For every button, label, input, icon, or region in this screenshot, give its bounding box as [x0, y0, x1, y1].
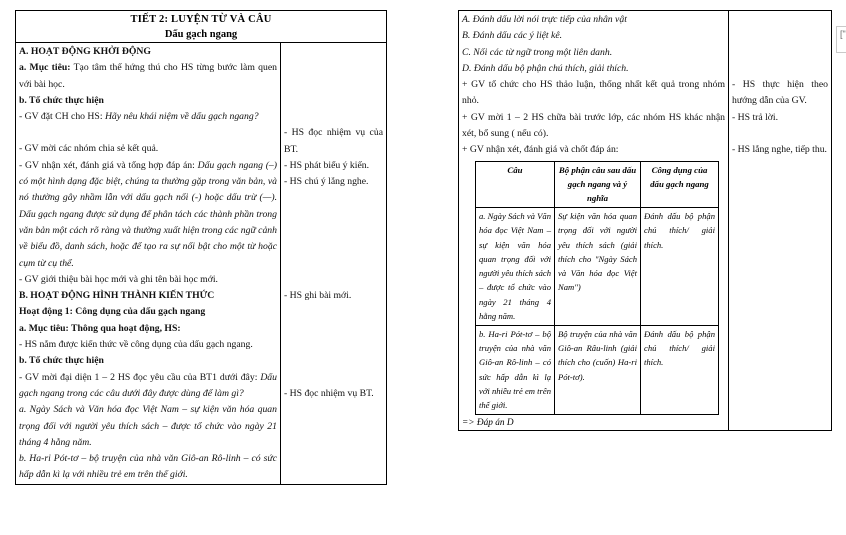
student-note-listen-absorb: - HS lắng nghe, tiếp thu. [732, 144, 827, 156]
alignment-spacer [284, 207, 383, 223]
alignment-spacer [284, 370, 383, 386]
activity-organization-a: b. Tổ chức thực hiện [19, 94, 104, 106]
activity-share-results-line: - GV mời các nhóm chia sẻ kết quả. [19, 143, 159, 155]
activity-introduce-lesson-line: - GV giới thiệu bài học mới và ghi tên bài học mới. [19, 273, 218, 285]
answer-option-d: D. Đánh dấu bộ phận chú thích, giải thích. [462, 62, 629, 74]
alignment-spacer [732, 61, 828, 77]
student-note-read-bt: - HS đọc nhiệm vụ BT. [284, 388, 374, 400]
answer-key-header-cell [555, 161, 641, 208]
alignment-spacer [284, 77, 383, 93]
alignment-spacer [284, 256, 383, 272]
activity-question-line [19, 109, 277, 125]
answer-key-value: Đánh dấu bộ phận chú thích/ giải thích. [644, 328, 715, 368]
answer-key-row [476, 208, 719, 326]
answer-key-value: Đánh dấu bộ phận chú thích/ giải thích. [644, 211, 715, 250]
activity-exercise-prompt [19, 370, 277, 403]
table-row [16, 11, 387, 43]
table-row [459, 11, 832, 431]
inline-plain-text: - GV mời đại diện 1 – 2 HS đọc yêu cầu của BT1 dưới đây: [19, 371, 258, 383]
answer-key-header-row [476, 161, 719, 208]
answer-key-cell-part [555, 325, 641, 414]
student-note-listen: - HS chú ý lắng nghe. [284, 176, 369, 188]
answer-option-b: B. Đánh dấu các ý liệt kê. [462, 30, 563, 42]
table-row [16, 43, 387, 485]
answer-key-cell-sentence [476, 208, 555, 326]
answer-option-c: C. Nối các từ ngữ trong một liên danh. [462, 46, 613, 58]
alignment-spacer [284, 321, 383, 337]
alignment-spacer [284, 305, 383, 321]
answer-key-value: Bộ truyện của nhà văn Giô-an Râu-linh (giải thích cho (cuốn) Ha-ri Pót-tơ). [558, 328, 637, 382]
activity-summary-answer-line [19, 158, 277, 272]
paragraph-gap [19, 125, 277, 141]
answer-key-header-sentence: Câu [507, 164, 523, 175]
answer-key-table [475, 161, 719, 415]
alignment-spacer [284, 93, 383, 109]
teacher-activity-cell [16, 43, 281, 485]
alignment-spacer [732, 28, 828, 44]
alignment-spacer [732, 126, 828, 142]
answer-key-cell-usage [641, 208, 719, 326]
student-note-speak-opinion: - HS phát biểu ý kiến. [284, 160, 370, 172]
answer-key-header-cell [641, 161, 719, 208]
answer-key-value: b. Ha-ri Pót-tơ – bộ truyện của nhà văn Giô-an Rô-linh – có sức hấp dẫn kì lạ với nhiều trẻ em trên thế giới. [479, 328, 551, 410]
answer-key-value: a. Ngày Sách và Văn hóa đọc Việt Nam – sự kiện văn hóa quan trọng đối với người yêu thích sách – được tổ chức vào ngày 21 tháng 4 hằng năm. [479, 211, 551, 321]
activity-example-a: a. Ngày Sách và Văn hóa đọc Việt Nam – sự kiện văn hóa quan trọng đối với người yêu thích sách – được tổ chức vào ngày 21 tháng 4 hằng năm. [19, 404, 277, 448]
document-page-right [423, 0, 846, 535]
alignment-spacer [732, 12, 828, 28]
alignment-spacer [284, 44, 383, 60]
inline-italic-text: Dấu gạch ngang trong các câu dưới đây được dùng để làm gì? [19, 371, 277, 399]
answer-key-header-usage: Công dụng của dấu gạch ngang [650, 164, 709, 189]
student-note-write-lesson: - HS ghi bài mới. [284, 290, 352, 302]
lesson-title-line2: Dấu gạch ngang [164, 29, 238, 40]
alignment-spacer [284, 109, 383, 125]
activity-heading-a: A. HOẠT ĐỘNG KHỞI ĐỘNG [19, 46, 151, 57]
final-answer-line: => Đáp án D [462, 418, 514, 429]
answer-key-row [476, 325, 719, 414]
lesson-title-cell [16, 11, 387, 43]
student-note-read-task: - HS đọc nhiệm vụ của BT. [284, 127, 383, 155]
inline-italic-text: Dấu gạch ngang (–) có một hình dạng đặc biệt, chúng ta thường gặp trong văn bản, và nó thường gây nhầm lẫn với dấu gạch nối (-) hoặc dấu trừ (—). Dấu gạch ngang được sử dụng để phân tách các thành phần trong văn bản một cách rõ ràng và thường xuất hiện trong các ngữ cảnh về biểu đồ, danh sách, hoặc để tạo ra sự nổi bật cho một từ hoặc cụm từ cụ thể. [19, 159, 278, 269]
inline-italic-text: Hãy nêu khái niệm về dấu gạch ngang? [102, 111, 259, 123]
inline-plain-text: Tạo tâm thế hứng thú cho HS từng bước làm quen với bài học. [19, 62, 277, 90]
inline-plain-text: - GV nhận xét, đánh giá và tổng hợp đáp án: [19, 159, 195, 171]
activity-knowledge-line: - HS nắm được kiến thức về công dụng của dấu gạch ngang. [19, 339, 253, 351]
activity-group-discussion-line: + GV tổ chức cho HS thảo luận, thống nhất kết quả trong nhóm nhỏ. [462, 79, 725, 107]
alignment-spacer [284, 60, 383, 76]
alignment-spacer [732, 45, 828, 61]
answer-option-a: A. Đánh dấu lời nói trực tiếp của nhân vật [462, 14, 627, 25]
activity-objective-b: a. Mục tiêu: Thông qua hoạt động, HS: [19, 322, 181, 334]
lesson-title-line1: TIẾT 2: LUYỆN TỪ VÀ CÂU [130, 14, 272, 25]
student-activity-cell-right [729, 11, 832, 431]
answer-key-header-cell [476, 161, 555, 208]
activity-subheading-1: Hoạt động 1: Công dụng của dấu gạch ngang [19, 306, 206, 318]
answer-key-cell-sentence [476, 325, 555, 414]
answer-key-value: Sự kiện văn hóa quan trọng đối với người yêu thích sách (giải thích cho "Ngày Sách và Văn hóa đọc Việt Nam") [558, 211, 637, 293]
answer-key-cell-part [555, 208, 641, 326]
alignment-spacer [284, 337, 383, 353]
alignment-spacer [284, 191, 383, 207]
answer-key-cell-usage [641, 325, 719, 414]
alignment-spacer [284, 272, 383, 288]
student-note-follow-guidance: - HS thực hiện theo hướng dẫn của GV. [732, 79, 828, 107]
activity-example-b: b. Ha-ri Pót-tơ – bộ truyện của nhà văn Giô-an Rô-linh – có sức hấp dẫn kì lạ với nhiều trẻ em trên thế giới. [19, 453, 277, 481]
student-activity-cell [281, 43, 387, 485]
teacher-activity-cell-right [459, 11, 729, 431]
alignment-spacer [284, 354, 383, 370]
edge-fragment-label: [" [840, 29, 846, 39]
activity-objective-a [19, 60, 277, 93]
lesson-plan-table-right [458, 10, 832, 431]
activity-heading-b: B. HOẠT ĐỘNG HÌNH THÀNH KIẾN THỨC [19, 290, 215, 302]
activity-organization-b: b. Tổ chức thực hiện [19, 355, 104, 367]
answer-key-header-part-after-dash: Bộ phận câu sau dấu gạch ngang và ý nghĩa [558, 164, 637, 204]
alignment-spacer [284, 223, 383, 239]
activity-correct-before-class-line: + GV mời 1 – 2 HS chữa bài trước lớp, các nhóm HS khác nhận xét, bổ sung ( nếu có). [462, 111, 725, 140]
edge-ui-fragment[interactable] [836, 26, 846, 53]
activity-conclude-answer-line: + GV nhận xét, đánh giá và chốt đáp án: [462, 144, 619, 156]
inline-bold-label: a. Mục tiêu: [19, 62, 71, 74]
lesson-plan-table-left [15, 10, 387, 485]
inline-plain-text: - GV đặt CH cho HS: [19, 111, 103, 123]
student-note-answer: - HS trả lời. [732, 111, 779, 123]
alignment-spacer [284, 240, 383, 256]
